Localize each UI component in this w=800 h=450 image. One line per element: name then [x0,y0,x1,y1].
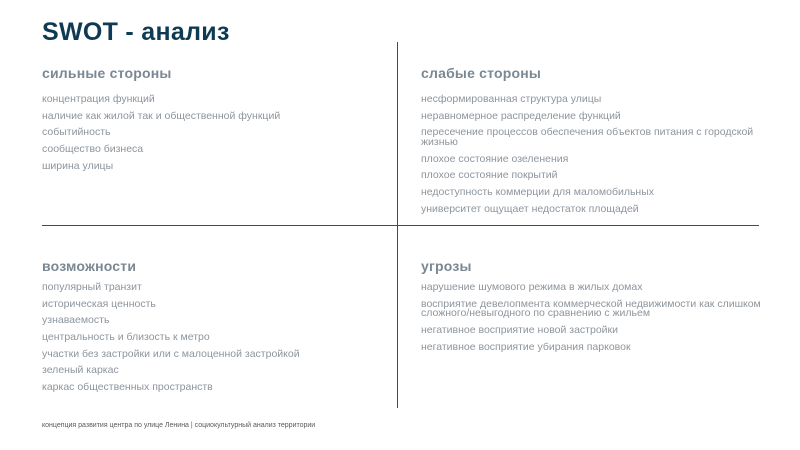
list-item: сообщество бизнеса [42,143,144,156]
list-item: несформированная структура улицы [421,93,602,105]
list-item: восприятие девелопмента коммерческой недвижимости как слишком сложного/невыгодного по сравнению с жильем [421,297,761,320]
list-item: узнаваемость [42,314,110,327]
strengths-list [42,95,387,171]
weaknesses-quadrant [421,65,761,221]
threats-list [421,283,761,352]
slide-title: SWOT - анализ [42,18,230,46]
threats-heading: угрозы [421,258,472,274]
weaknesses-list [421,95,761,214]
list-item: центральность и близость к метро [42,331,210,344]
list-item: неравномерное распределение функций [421,109,621,122]
list-item: пересечение процессов обеспечения объектов питания с городской жизнью [421,126,754,148]
threats-quadrant [421,258,761,359]
list-item: негативное восприятие новой застройки [421,323,618,336]
opportunities-quadrant [42,258,387,400]
list-item: историческая ценность [42,297,156,310]
list-item: ширина улицы [42,159,114,172]
strengths-heading: сильные стороны [42,65,172,81]
weaknesses-heading: слабые стороны [421,65,542,81]
list-item: плохое состояние озеленения [421,152,569,165]
list-item: университет ощущает недостаток площадей [421,202,639,215]
opportunities-list [42,283,387,393]
list-item: плохое состояние покрытий [421,169,558,182]
strengths-quadrant [42,65,387,178]
horizontal-divider [42,225,759,226]
list-item: концентрация функций [42,93,155,105]
list-item: наличие как жилой так и общественной функций [42,109,281,122]
list-item: популярный транзит [42,281,142,293]
list-item: событийность [42,126,111,139]
opportunities-heading: возможности [42,258,137,274]
list-item: недоступность коммерции для маломобильных [421,185,655,198]
list-item: участки без застройки или с малоценной застройкой [42,347,300,360]
list-item: зеленый каркас [42,364,119,377]
list-item: нарушение шумового режима в жилых домах [421,281,643,293]
footer-caption: концепция развития центра по улице Ленина | социокультурный анализ территории [42,422,316,429]
list-item: каркас общественных пространств [42,381,213,394]
list-item: негативное восприятие убирания парковок [421,340,631,353]
